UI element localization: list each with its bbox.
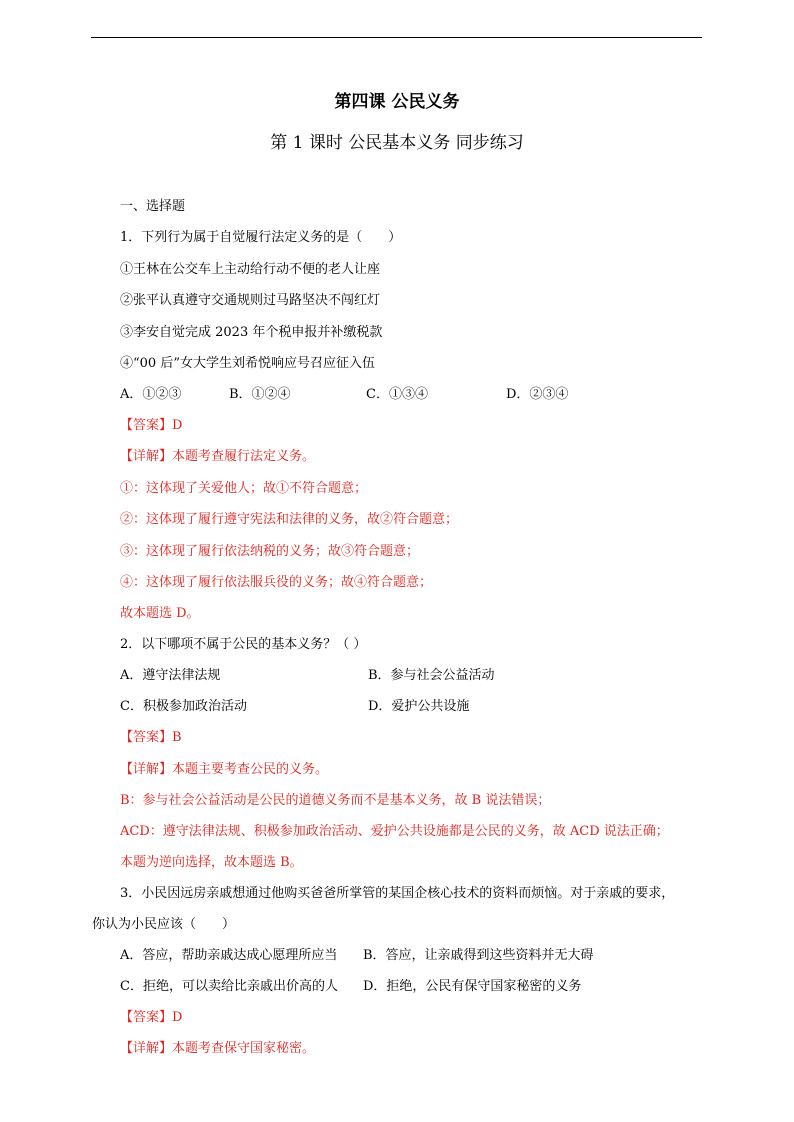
- q2-stem: 2．以下哪项不属于公民的基本义务？（ ）: [120, 637, 367, 652]
- lesson-title: 第四课 公民义务: [334, 92, 460, 112]
- q1-option-b: B．①②④: [229, 387, 291, 402]
- q3-stem-line-2: 你认为小民应该（ ）: [92, 917, 236, 932]
- q2-option-c: C．积极参加政治活动: [120, 699, 247, 714]
- q2-option-d: D．爱护公共设施: [368, 699, 470, 714]
- q2-explanation-2: ACD：遵守法律法规、积极参加政治活动、爱护公共设施都是公民的义务，故 ACD 说法正确；: [120, 824, 669, 839]
- q3-option-b: B．答应，让亲戚得到这些资料并无大碍: [363, 948, 594, 963]
- q1-item-1: ①王林在公交车上主动给行动不便的老人让座: [120, 262, 381, 277]
- q1-option-d: D．②③④: [506, 387, 569, 402]
- q1-option-c: C．①③④: [366, 387, 428, 402]
- q1-conclusion: 故本题选 D。: [120, 606, 200, 621]
- q1-option-a: A．①②③: [120, 387, 182, 402]
- q2-option-b: B．参与社会公益活动: [368, 668, 495, 683]
- header-rule: [91, 37, 702, 38]
- q2-detail: 【详解】本题主要考查公民的义务。: [120, 762, 329, 777]
- q2-option-a: A．遵守法律法规: [120, 668, 221, 683]
- q2-conclusion: 本题为逆向选择，故本题选 B。: [120, 855, 303, 870]
- q1-answer: 【答案】D: [120, 418, 183, 433]
- q1-item-4: ④“00 后”女大学生刘希悦响应号召应征入伍: [120, 356, 375, 371]
- q1-explanation-1: ①：这体现了关爱他人；故①不符合题意；: [120, 481, 368, 496]
- q3-stem-line-1: 3．小民因远房亲戚想通过他购买爸爸所掌管的某国企核心技术的资料而烦恼。对于亲戚的要求，: [120, 886, 675, 901]
- q3-option-c: C．拒绝，可以卖给比亲戚出价高的人: [120, 979, 338, 994]
- q2-answer: 【答案】B: [120, 730, 182, 745]
- q1-item-3: ③李安自觉完成 2023 年个税申报并补缴税款: [120, 325, 383, 340]
- q1-explanation-2: ②：这体现了履行遵守宪法和法律的义务，故②符合题意；: [120, 512, 459, 527]
- q1-stem: 1．下列行为属于自觉履行法定义务的是（ ）: [120, 230, 402, 245]
- q1-detail: 【详解】本题考查履行法定义务。: [120, 449, 316, 464]
- lesson-subtitle: 第 1 课时 公民基本义务 同步练习: [270, 133, 524, 153]
- q3-option-d: D．拒绝，公民有保守国家秘密的义务: [363, 979, 582, 994]
- q3-option-a: A．答应，帮助亲戚达成心愿理所应当: [120, 948, 338, 963]
- q1-explanation-3: ③：这体现了履行依法纳税的义务；故③符合题意；: [120, 544, 420, 559]
- q2-explanation-1: B：参与社会公益活动是公民的道德义务而不是基本义务，故 B 说法错误；: [120, 793, 551, 808]
- section-title: 一、选择题: [120, 199, 186, 214]
- q3-answer: 【答案】D: [120, 1010, 183, 1025]
- q1-item-2: ②张平认真遵守交通规则过马路坚决不闯红灯: [120, 293, 381, 308]
- q1-explanation-4: ④：这体现了履行依法服兵役的义务；故④符合题意；: [120, 575, 433, 590]
- q3-detail: 【详解】本题考查保守国家秘密。: [120, 1041, 316, 1056]
